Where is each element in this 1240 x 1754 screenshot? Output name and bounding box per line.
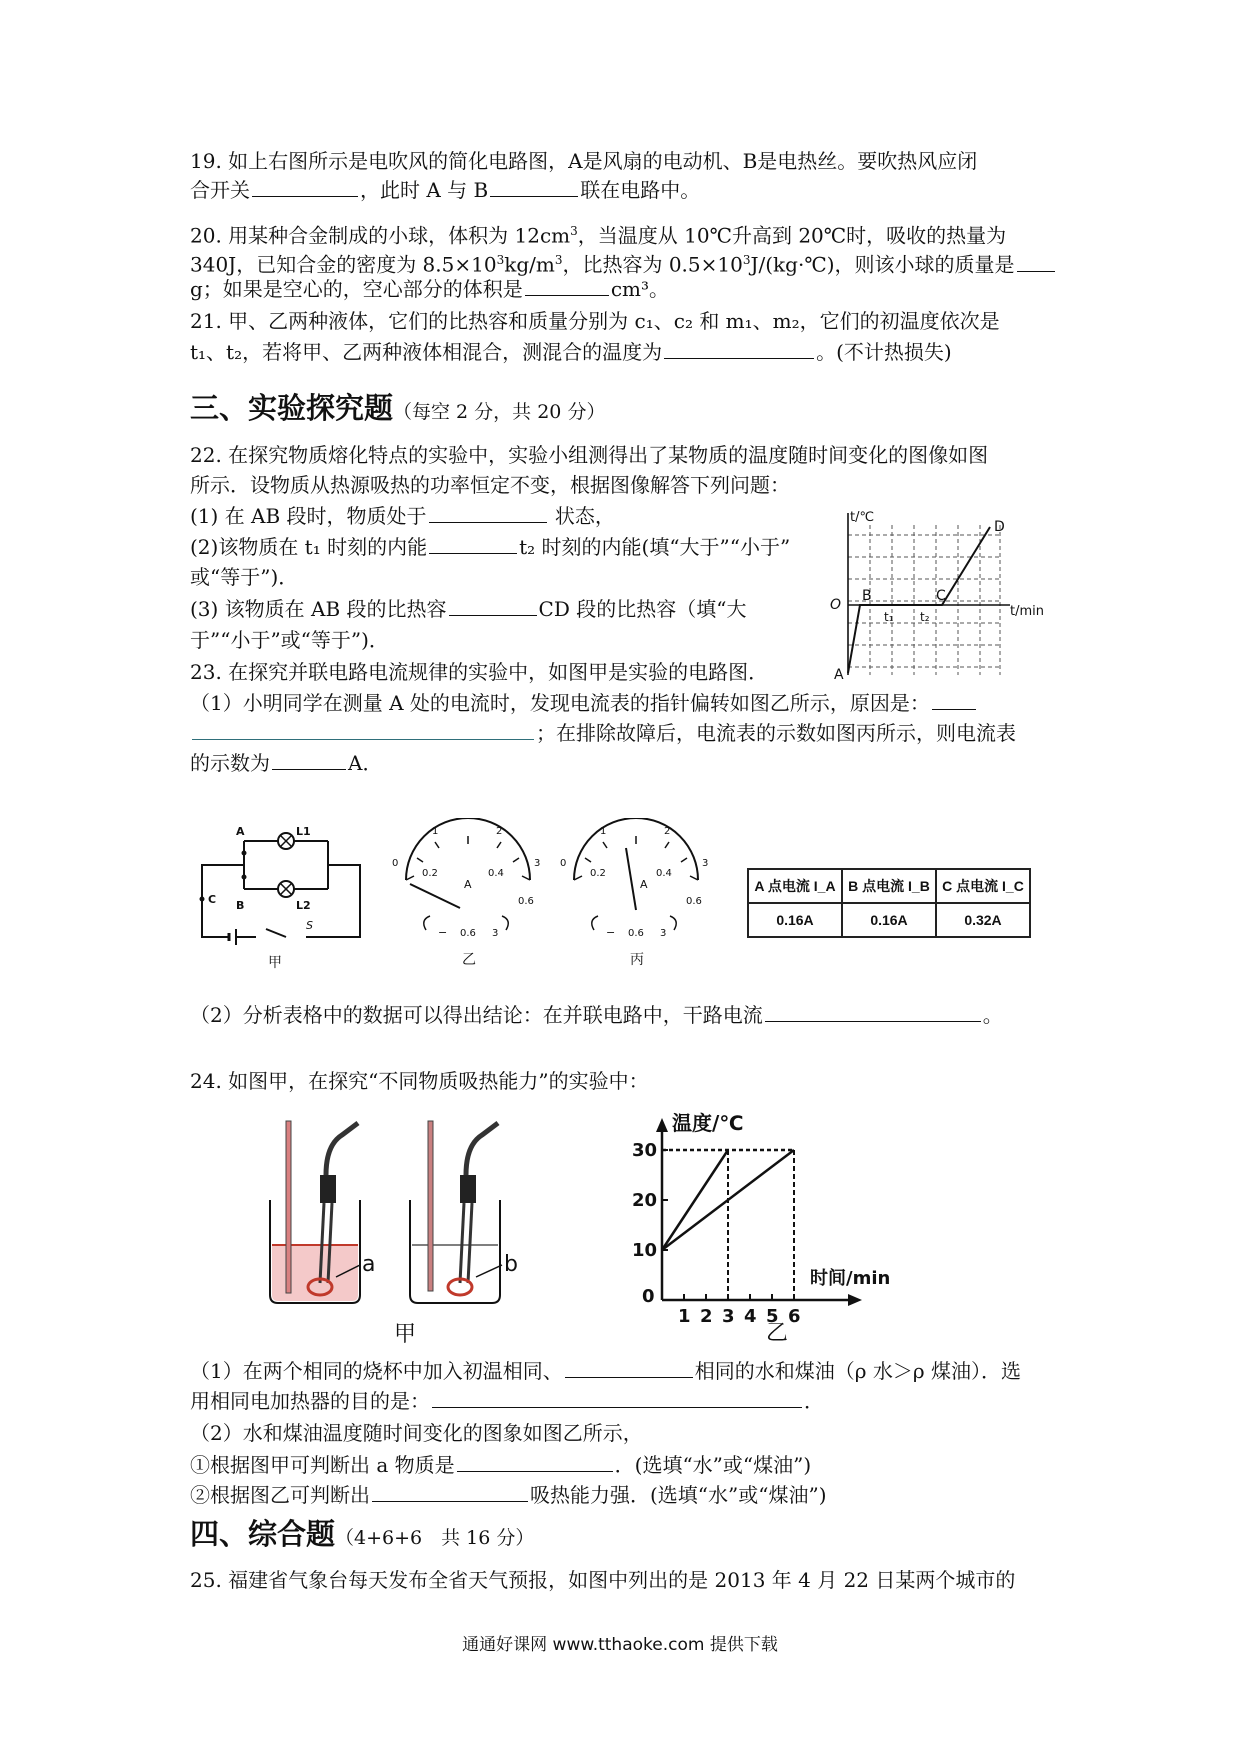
- x-axis-label: t/min: [1010, 604, 1044, 619]
- melting-graph: [820, 505, 1050, 685]
- point-a-label: A: [236, 825, 245, 838]
- figure-caption: 甲: [394, 1322, 417, 1347]
- chart-caption: 乙: [766, 1321, 789, 1346]
- point-a-label: A: [834, 667, 844, 683]
- tick-label: 0: [560, 858, 567, 869]
- q23-line2: （1）小明同学在测量 A 处的电流时，发现电流表的指针偏转如图乙所示，原因是：: [190, 688, 978, 718]
- y-axis-arrow: [656, 1118, 668, 1132]
- q22-part1: (1) 在 AB 段时，物质处于 状态，: [190, 504, 615, 528]
- answer-blank[interactable]: [432, 1387, 802, 1408]
- section-heading: 三、实验探究题（每空 2 分，共 20 分）: [190, 391, 606, 425]
- tick-label: 1: [432, 826, 439, 837]
- table-row: [748, 869, 1030, 903]
- tick-label: 2: [664, 826, 671, 837]
- answer-blank[interactable]: [525, 275, 609, 296]
- beakers-figure: [262, 1115, 602, 1350]
- lamp-l2-label: L2: [296, 899, 311, 912]
- answer-blank[interactable]: [372, 1481, 528, 1502]
- answer-blank[interactable]: [932, 689, 976, 710]
- tick-label: 3: [534, 858, 541, 869]
- y-axis-label: 温度/℃: [672, 1111, 744, 1135]
- terminal-label: −: [606, 926, 616, 939]
- q21-line1: 21. 甲、乙两种液体，它们的比热容和质量分别为 c₁、c₂ 和 m₁、m₂，它们的初温度依次是: [190, 309, 1000, 333]
- needle: [410, 884, 460, 908]
- switch-label: S: [306, 919, 313, 932]
- t2-label: t₂: [920, 610, 930, 624]
- answer-blank[interactable]: [565, 1357, 693, 1378]
- page-footer: 通通好课网 www.tthaoke.com 提供下载: [462, 1635, 778, 1655]
- y-tick-label: 20: [632, 1190, 658, 1211]
- terminal-label: 0.6: [460, 928, 476, 939]
- beaker-a: [270, 1121, 360, 1303]
- answer-blank[interactable]: [664, 338, 814, 359]
- terminal-label: 3: [492, 928, 499, 939]
- tick-label: 0.6: [686, 896, 702, 907]
- tick-label: 0: [392, 858, 399, 869]
- terminal-label: −: [438, 926, 448, 939]
- current-table: [747, 868, 1031, 938]
- x-tick-label: 4: [744, 1306, 757, 1327]
- q20-line3: g；如果是空心的，空心部分的体积是 cm³。: [190, 277, 669, 301]
- x-axis-arrow: [848, 1294, 862, 1306]
- tick-label: 2: [496, 826, 503, 837]
- q19-line2: 合开关 ，此时 A 与 B 联在电路中。: [190, 178, 701, 202]
- tick-label: 0.6: [518, 896, 534, 907]
- tick-label: 0.2: [590, 868, 606, 879]
- answer-blank[interactable]: [449, 595, 537, 616]
- point-d-label: D: [994, 519, 1005, 535]
- answer-blank[interactable]: [272, 749, 346, 770]
- x-axis-label: 时间/min: [810, 1268, 891, 1289]
- q24-l5: ②根据图乙可判断出 吸热能力强．(选填“水”或“煤油”): [190, 1483, 827, 1507]
- q24-l1: （1）在两个相同的烧杯中加入初温相同、 相同的水和煤油（ρ 水＞ρ 煤油）．选: [190, 1359, 1021, 1383]
- figure-caption: 乙: [462, 952, 476, 968]
- y-tick-label: 30: [632, 1140, 658, 1161]
- point-b-label: B: [862, 588, 872, 604]
- point-b-label: B: [236, 899, 245, 912]
- section-heading: 四、综合题（4+6+6 共 16 分）: [190, 1517, 535, 1551]
- tick-label: 3: [702, 858, 709, 869]
- q25-line1: 25. 福建省气象台每天发布全省天气预报，如图中列出的是 2013 年 4 月 22 日某两个城市的: [190, 1568, 1016, 1592]
- x-tick-label: 6: [788, 1306, 801, 1327]
- terminal-label: 0.6: [628, 928, 644, 939]
- lamp-l1-label: L1: [296, 825, 311, 838]
- q22-part3-cont: 于”“小于”或“等于”)．: [190, 628, 389, 652]
- unit-label: A: [464, 878, 472, 891]
- answer-blank[interactable]: [1017, 251, 1055, 272]
- tick-label: 0.4: [656, 868, 672, 879]
- q20-line2: 340J，已知合金的密度为 $8.5\times 10^3kg/m^3$，比热容为 $0.5\times 10^3J/(kg\cdot℃)$，则该小球的质量是: [190, 245, 1057, 280]
- unit-label: A: [640, 878, 648, 891]
- tick-label: 0.4: [488, 868, 504, 879]
- label-a: a: [362, 1252, 376, 1277]
- table-header: A 点电流 I_A: [748, 869, 842, 903]
- terminal-label: 3: [660, 928, 667, 939]
- x-tick-label: 2: [700, 1306, 713, 1327]
- q24-l2: 用相同电加热器的目的是： ．: [190, 1389, 824, 1413]
- point-c-label: C: [936, 588, 946, 604]
- temperature-chart: [620, 1110, 920, 1350]
- answer-blank[interactable]: [429, 502, 547, 523]
- y-tick-label: 10: [632, 1240, 658, 1261]
- q24-l3: （2）水和煤油温度随时间变化的图象如图乙所示，: [190, 1421, 643, 1445]
- table-cell: 0.16A: [842, 903, 936, 937]
- q23-line1: 23. 在探究并联电路电流规律的实验中，如图甲是实验的电路图．: [190, 660, 769, 684]
- table-header: B 点电流 I_B: [842, 869, 936, 903]
- ammeter-bing: [556, 818, 716, 968]
- q20-line1: 20. 用某种合金制成的小球，体积为 $12cm^3$，当温度从 10℃升高到 20℃时，吸收的热量为: [190, 223, 1007, 248]
- label-b: b: [504, 1252, 518, 1277]
- ammeter-yi: [388, 818, 548, 968]
- x-tick-label: 5: [766, 1306, 779, 1327]
- t1-label: t₁: [884, 610, 894, 624]
- q23-line3: ；在排除故障后，电流表的示数如图丙所示，则电流表: [190, 718, 1016, 748]
- answer-blank[interactable]: [490, 176, 578, 197]
- q22-part2: (2)该物质在 t₁ 时刻的内能 t₂ 时刻的内能(填“大于”“小于”: [190, 535, 791, 559]
- answer-blank[interactable]: [429, 533, 517, 554]
- x-tick-label: 1: [678, 1306, 691, 1327]
- answer-blank[interactable]: [765, 1001, 981, 1022]
- answer-blank[interactable]: [192, 719, 534, 740]
- needle: [626, 848, 636, 910]
- circuit-diagram: [196, 825, 366, 975]
- figure-caption: 甲: [268, 955, 282, 971]
- table-header: C 点电流 I_C: [936, 869, 1030, 903]
- table-row: [748, 903, 1030, 937]
- figure-caption: 丙: [630, 952, 644, 968]
- series-line-1: [662, 1150, 728, 1250]
- beaker-b: [410, 1121, 502, 1303]
- point-c-label: C: [208, 893, 217, 906]
- x-tick-label: 0: [642, 1286, 655, 1307]
- q24-l4: ①根据图甲可判断出 a 物质是 ．(选填“水”或“煤油”): [190, 1453, 812, 1477]
- tick-label: 1: [600, 826, 607, 837]
- q24-line1: 24. 如图甲，在探究“不同物质吸热能力”的实验中：: [190, 1069, 649, 1093]
- q22-part2-cont: 或“等于”)．: [190, 565, 299, 589]
- q22-part3: (3) 该物质在 AB 段的比热容 CD 段的比热容（填“大: [190, 597, 747, 621]
- q23-line5: （2）分析表格中的数据可以得出结论：在并联电路中，干路电流 。: [190, 1003, 1003, 1027]
- y-axis-label: t/℃: [850, 510, 875, 525]
- q21-line2: t₁、t₂，若将甲、乙两种液体相混合，测混合的温度为 。(不计热损失): [190, 340, 952, 364]
- answer-blank[interactable]: [252, 176, 358, 197]
- q23-line4: 的示数为 A．: [190, 751, 383, 775]
- origin-label: O: [830, 597, 842, 613]
- table-cell: 0.32A: [936, 903, 1030, 937]
- q19-line1: 19. 如上右图所示是电吹风的简化电路图，A是风扇的电动机、B是电热丝。要吹热风应闭: [190, 149, 978, 173]
- tick-label: 0.2: [422, 868, 438, 879]
- table-cell: 0.16A: [748, 903, 842, 937]
- answer-blank[interactable]: [457, 1451, 613, 1472]
- q22-line2: 所示．设物质从热源吸热的功率恒定不变，根据图像解答下列问题：: [190, 473, 790, 497]
- x-tick-label: 3: [722, 1306, 735, 1327]
- q22-line1: 22. 在探究物质熔化特点的实验中，实验小组测得出了某物质的温度随时间变化的图像如图: [190, 443, 989, 467]
